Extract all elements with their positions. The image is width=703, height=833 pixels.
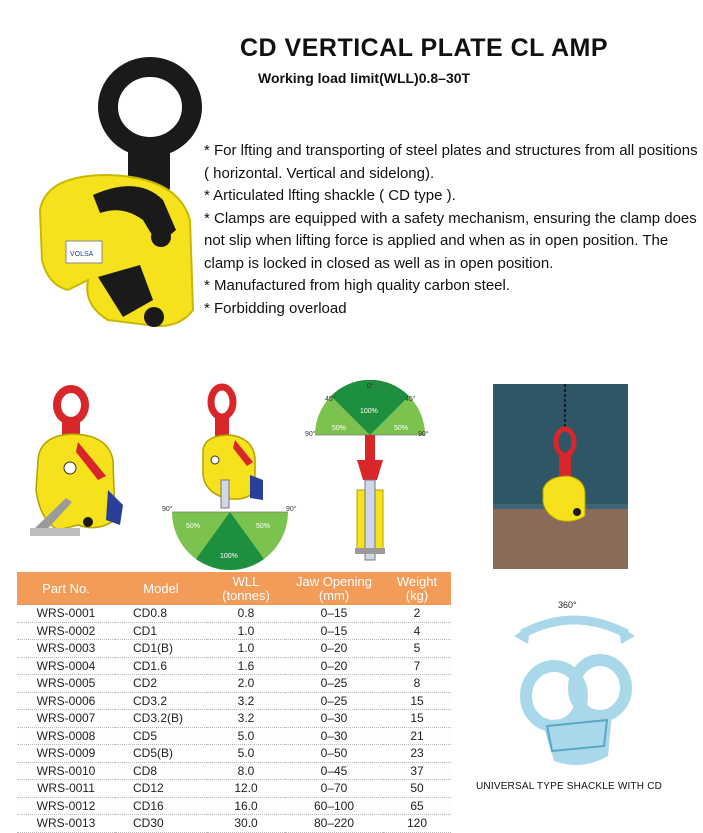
rotation-label: 360° (558, 600, 577, 610)
cell-weight: 37 (383, 762, 451, 780)
cell-weight: 65 (383, 797, 451, 815)
cell-model: CD3.2(B) (115, 710, 207, 728)
cell-weight: 2 (383, 605, 451, 622)
cell-model: CD2 (115, 675, 207, 693)
feature-item: * Clamps are equipped with a safety mechanism, ensuring the clamp does not slip when lifting force is applied and when as in open position. The clamp is locked in closed as well as in open position. (204, 209, 697, 272)
cell-jaw-opening: 0–30 (285, 710, 383, 728)
cell-jaw-opening: 0–50 (285, 745, 383, 763)
cell-wll: 16.0 (207, 797, 285, 815)
cell-model: CD16 (115, 797, 207, 815)
shackle-caption: UNIVERSAL TYPE SHACKLE WITH CD (476, 781, 663, 792)
header-model: Model (115, 572, 207, 605)
cell-model: CD0.8 (115, 605, 207, 622)
table-row (17, 605, 451, 622)
cell-weight: 8 (383, 675, 451, 693)
cell-jaw-opening: 0–20 (285, 640, 383, 658)
feature-list (204, 140, 703, 320)
table-row (17, 640, 451, 658)
cell-jaw-opening: 0–70 (285, 780, 383, 798)
cell-jaw-opening: 0–20 (285, 657, 383, 675)
cell-jaw-opening: 0–45 (285, 762, 383, 780)
clamp-product-image (28, 55, 208, 345)
cell-part-no: WRS-0002 (17, 622, 115, 640)
cell-wll: 1.6 (207, 657, 285, 675)
cell-model: CD12 (115, 780, 207, 798)
cell-part-no: WRS-0013 (17, 815, 115, 833)
cell-jaw-opening: 0–30 (285, 727, 383, 745)
cell-model: CD3.2 (115, 692, 207, 710)
cell-weight: 4 (383, 622, 451, 640)
cell-weight: 21 (383, 727, 451, 745)
clamp-illustration-vertical (195, 380, 270, 510)
page-title: CD VERTICAL PLATE CL AMP (240, 34, 609, 62)
table-row (17, 710, 451, 728)
cell-wll: 0.8 (207, 605, 285, 622)
header-wll: WLL (tonnes) (207, 572, 285, 605)
cell-jaw-opening: 0–25 (285, 692, 383, 710)
angle-label-left: 90° (162, 506, 173, 513)
page-subtitle: Working load limit(WLL)0.8–30T (258, 70, 471, 86)
cell-jaw-opening: 0–15 (285, 605, 383, 622)
feature-item: * Forbidding overload (204, 299, 347, 317)
cell-part-no: WRS-0005 (17, 675, 115, 693)
cell-part-no: WRS-0004 (17, 657, 115, 675)
percent-label-center: 100% (220, 553, 238, 560)
cell-model: CD30 (115, 815, 207, 833)
clamp-usage-photo (493, 384, 628, 569)
cell-weight: 5 (383, 640, 451, 658)
percent-label-right: 50% (394, 425, 409, 432)
cell-jaw-opening: 60–100 (285, 797, 383, 815)
cell-wll: 8.0 (207, 762, 285, 780)
clamp-illustration-plate (28, 380, 128, 540)
cell-part-no: WRS-0010 (17, 762, 115, 780)
table-row (17, 727, 451, 745)
angle-label-right45: 45° (405, 396, 416, 403)
header-weight: Weight (kg) (383, 572, 451, 605)
cell-wll: 3.2 (207, 710, 285, 728)
cell-wll: 12.0 (207, 780, 285, 798)
table-row (17, 657, 451, 675)
cell-model: CD1 (115, 622, 207, 640)
cell-model: CD5 (115, 727, 207, 745)
cell-weight: 23 (383, 745, 451, 763)
load-angle-chart-top (305, 380, 435, 565)
cell-part-no: WRS-0008 (17, 727, 115, 745)
header-part-no: Part No. (17, 572, 115, 605)
angle-label-right90: 90° (418, 431, 429, 438)
cell-weight: 15 (383, 710, 451, 728)
cell-part-no: WRS-0011 (17, 780, 115, 798)
header-jaw-opening: Jaw Opening (mm) (285, 572, 383, 605)
angle-label-top: 0° (367, 383, 374, 390)
cell-part-no: WRS-0012 (17, 797, 115, 815)
load-angle-chart-bottom (160, 500, 300, 575)
table-row (17, 622, 451, 640)
table-row (17, 692, 451, 710)
cell-wll: 5.0 (207, 727, 285, 745)
spec-table (17, 572, 451, 833)
table-row (17, 780, 451, 798)
cell-weight: 50 (383, 780, 451, 798)
angle-label-left45: 45° (325, 396, 336, 403)
cell-wll: 1.0 (207, 622, 285, 640)
percent-label-right: 50% (256, 523, 271, 530)
cell-part-no: WRS-0006 (17, 692, 115, 710)
cell-weight: 120 (383, 815, 451, 833)
table-row (17, 675, 451, 693)
table-header-row (17, 572, 451, 605)
table-row (17, 797, 451, 815)
cell-jaw-opening: 80–220 (285, 815, 383, 833)
angle-label-right: 90° (286, 506, 297, 513)
cell-part-no: WRS-0003 (17, 640, 115, 658)
cell-part-no: WRS-0001 (17, 605, 115, 622)
cell-model: CD5(B) (115, 745, 207, 763)
cell-wll: 3.2 (207, 692, 285, 710)
product-label-text: VOLSA (70, 251, 94, 258)
table-row (17, 815, 451, 833)
percent-label-center: 100% (360, 408, 378, 415)
table-row (17, 762, 451, 780)
cell-wll: 1.0 (207, 640, 285, 658)
feature-item: * For lfting and transporting of steel plates and structures from all positions ( horizontal. Vertical and sidelong). (204, 142, 698, 182)
cell-model: CD1.6 (115, 657, 207, 675)
cell-weight: 15 (383, 692, 451, 710)
cell-model: CD8 (115, 762, 207, 780)
table-row (17, 745, 451, 763)
feature-item: * Manufactured from high quality carbon steel. (204, 277, 510, 294)
percent-label-left: 50% (186, 523, 201, 530)
cell-model: CD1(B) (115, 640, 207, 658)
percent-label-left: 50% (332, 425, 347, 432)
angle-label-left90: 90° (305, 431, 316, 438)
cell-jaw-opening: 0–15 (285, 622, 383, 640)
cell-wll: 30.0 (207, 815, 285, 833)
cell-part-no: WRS-0009 (17, 745, 115, 763)
cell-wll: 2.0 (207, 675, 285, 693)
feature-item: * Articulated lfting shackle ( CD type ). (204, 187, 456, 204)
cell-weight: 7 (383, 657, 451, 675)
cell-wll: 5.0 (207, 745, 285, 763)
universal-shackle-image (512, 596, 637, 776)
cell-part-no: WRS-0007 (17, 710, 115, 728)
cell-jaw-opening: 0–25 (285, 675, 383, 693)
